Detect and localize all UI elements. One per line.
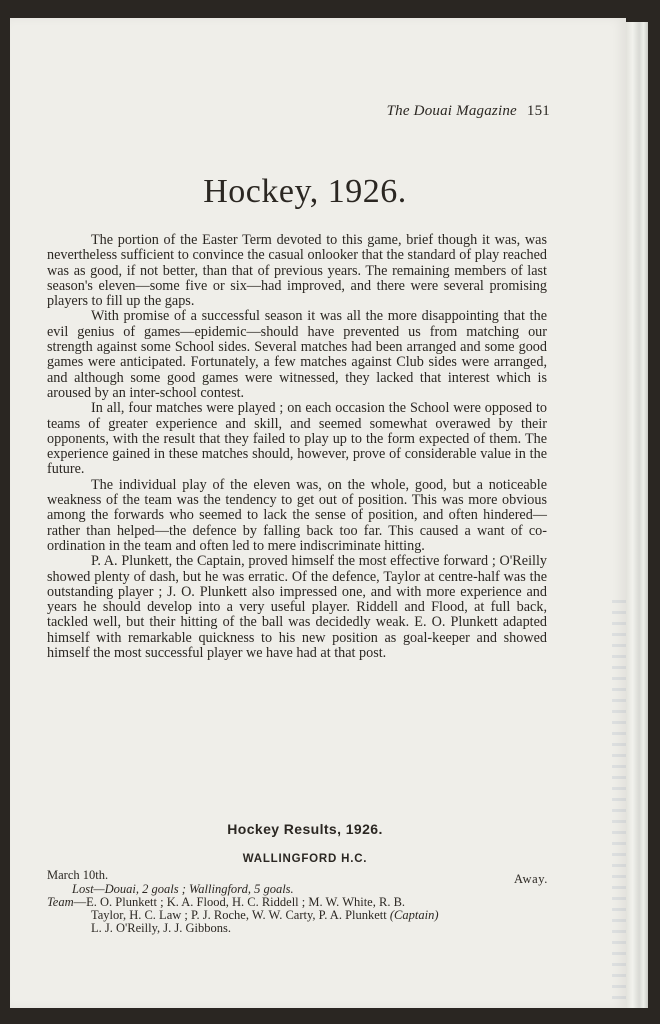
captain-label: (Captain) bbox=[389, 908, 439, 923]
page-edge bbox=[626, 22, 648, 1008]
team-line bbox=[47, 922, 547, 935]
magazine-name: The Douai Magazine bbox=[386, 103, 517, 119]
match-venue: Away. bbox=[513, 872, 548, 886]
paragraph: In all, four matches were played ; on each occasion the School were opposed to teams of greater experience and skill, and seemed somewhat overawed by their opponents, with the result that they failed to play up to the form expected of them. The experience gained in these matches should, however, prove of considerable value in the future. bbox=[47, 400, 547, 478]
article-title: Hockey, 1926. bbox=[203, 173, 407, 210]
team-players: L. J. O'Reilly, J. J. Gibbons. bbox=[91, 921, 231, 936]
team-players: Taylor, H. C. Law ; P. J. Roche, W. W. Carty, P. A. Plunkett bbox=[91, 908, 387, 923]
page-edge-texture bbox=[612, 600, 626, 1000]
article-body bbox=[47, 233, 547, 661]
paragraph: The individual play of the eleven was, on the whole, good, but a noticeable weakness of the team was the tendency to get out of position. This was more obvious among the forwards who seemed to lack the sense of position, and often hindered—rather than helped—the defence by falling back too far. This caused a want of co-ordination in the team and often led to mere indiscriminate hitting. bbox=[47, 476, 547, 554]
results-heading: Hockey Results, 1926. bbox=[227, 821, 383, 837]
team-label: Team bbox=[47, 895, 74, 909]
paragraph: The portion of the Easter Term devoted to this game, brief though it was, was nevertheless sufficient to convince the casual onlooker that the standard of play reached was as good, if not better, than that of previous years. The remaining members of last season's eleven—some five or six—had improved, and there were several promising players to fill up the gaps. bbox=[47, 232, 547, 310]
team-list bbox=[47, 896, 547, 936]
paragraph: With promise of a successful season it was all the more disappointing that the evil genius of games—epidemic—should have prevented us from matching our strength against some School sides. Several matches had been arranged and some good games were anticipated. Fortunately, a few matches against Club sides were arranged, and although some good games were witnessed, they lacked that interest which is aroused by an inter-school contest. bbox=[47, 308, 547, 401]
paragraph: P. A. Plunkett, the Captain, proved himself the most effective forward ; O'Reilly showed plenty of dash, but he was erratic. Of the defence, Taylor at centre-half was the outstanding player ; J. O. Plunkett also impressed one, and with more experience and years he should develop into a very useful player. Riddell and Flood, at full back, tackled well, but their hitting of the ball was decidedly weak. E. O. Plunkett adapted himself with remarkable quickness to his new position as goal-keeper and showed himself the most successful player we have had at that post. bbox=[47, 553, 547, 662]
match-date: March 10th. bbox=[47, 868, 109, 882]
team-players: —E. O. Plunkett ; K. A. Flood, H. C. Riddell ; M. W. White, R. B. bbox=[73, 895, 406, 909]
match-opponent: WALLINGFORD H.C. bbox=[242, 853, 368, 865]
match-result: Lost—Douai, 2 goals ; Wallingford, 5 goals. bbox=[72, 882, 294, 896]
page-number: 151 bbox=[526, 103, 550, 119]
running-header bbox=[360, 103, 550, 123]
